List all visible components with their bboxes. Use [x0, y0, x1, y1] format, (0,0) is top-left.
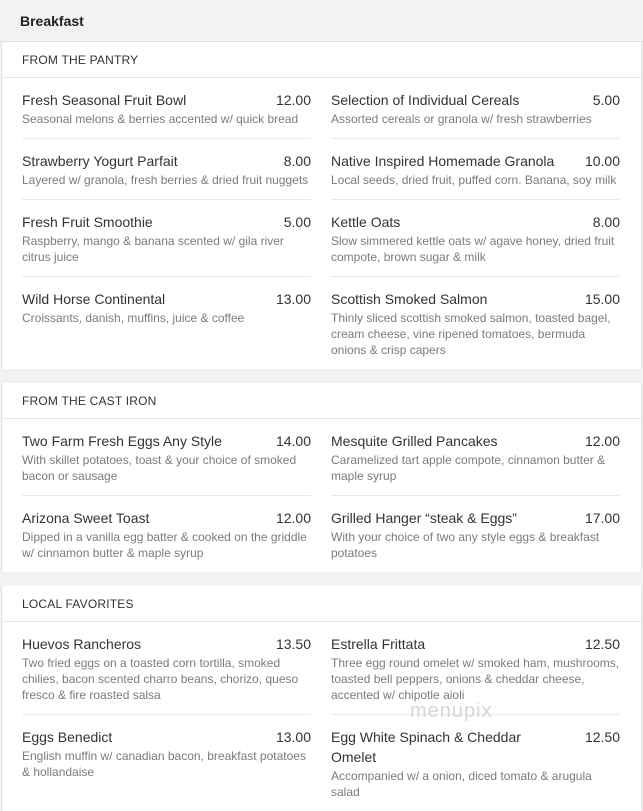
page-title-text: Breakfast [20, 12, 84, 29]
item-description: Accompanied w/ a onion, diced tomato & arugula salad [331, 769, 592, 799]
item-price: 13.50 [275, 636, 311, 652]
item-name: Mesquite Grilled Pancakes [331, 433, 498, 449]
menu-item [331, 139, 620, 200]
section-local-favorites [1, 586, 642, 811]
item-price: 15.00 [584, 291, 620, 307]
menu-item [331, 78, 620, 139]
right-column [331, 78, 620, 369]
menu-item [331, 200, 620, 277]
section-title: FROM THE CAST IRON [2, 383, 641, 419]
item-name: Arizona Sweet Toast [22, 510, 150, 526]
section-from-the-pantry [1, 42, 642, 369]
item-name: Native Inspired Homemade Granola [331, 153, 555, 169]
menu-item [22, 715, 311, 791]
item-name: Egg White Spinach & Cheddar Omelet [331, 729, 521, 765]
item-description: Three egg round omelet w/ smoked ham, mushrooms, toasted bell peppers, onions & cheddar cheese, accented w/ chipotle aioli [331, 656, 620, 702]
item-name: Kettle Oats [331, 214, 401, 230]
menu-item [331, 715, 620, 811]
item-description: Layered w/ granola, fresh berries & dried fruit nuggets [22, 173, 309, 187]
item-price: 10.00 [584, 153, 620, 169]
item-description: With skillet potatoes, toast & your choice of smoked bacon or sausage [22, 453, 297, 483]
item-price: 12.00 [584, 433, 620, 449]
left-column [22, 419, 311, 572]
item-price: 14.00 [275, 433, 311, 449]
menu-item [22, 496, 311, 572]
item-name: Estrella Frittata [331, 636, 426, 652]
item-name: Two Farm Fresh Eggs Any Style [22, 433, 222, 449]
item-name: Fresh Seasonal Fruit Bowl [22, 92, 187, 108]
item-price: 8.00 [592, 214, 620, 230]
item-description: English muffin w/ canadian bacon, breakfast potatoes & hollandaise [22, 749, 306, 779]
menupix-watermark: menupix [410, 700, 493, 722]
item-description: Seasonal melons & berries accented w/ quick bread [22, 112, 299, 126]
menu-item [22, 622, 311, 715]
item-description: Slow simmered kettle oats w/ agave honey, dried fruit compote, brown sugar & milk [331, 234, 615, 264]
menu-item [331, 496, 620, 572]
item-description: Raspberry, mango & banana scented w/ gila river citrus juice [22, 234, 284, 264]
item-price: 5.00 [283, 214, 311, 230]
item-name: Grilled Hanger “steak & Eggs” [331, 510, 517, 526]
item-description: Dipped in a vanilla egg batter & cooked on the griddle w/ cinnamon butter & maple syrup [22, 530, 307, 560]
menu-item [22, 139, 311, 200]
menu-item [331, 419, 620, 496]
item-price: 17.00 [584, 510, 620, 526]
left-column [22, 78, 311, 369]
item-description: Thinly sliced scottish smoked salmon, toasted bagel, cream cheese, vine ripened tomatoes, bermuda onions & crisp capers [331, 311, 611, 357]
item-name: Selection of Individual Cereals [331, 92, 520, 108]
page-title [0, 0, 643, 42]
item-name: Strawberry Yogurt Parfait [22, 153, 178, 169]
item-description: Local seeds, dried fruit, puffed corn. Banana, soy milk [331, 173, 617, 187]
item-description: Caramelized tart apple compote, cinnamon butter & maple syrup [331, 453, 606, 483]
menu-item [331, 277, 620, 369]
item-description: Two fried eggs on a toasted corn tortilla, smoked chilies, bacon scented charro beans, chorizo, queso fresco & fire roasted salsa [22, 656, 299, 702]
item-name: Fresh Fruit Smoothie [22, 214, 153, 230]
menu-item [22, 419, 311, 496]
menu-item [22, 78, 311, 139]
item-name: Eggs Benedict [22, 729, 113, 745]
menu-item [22, 277, 311, 337]
item-price: 12.00 [275, 92, 311, 108]
item-description: With your choice of two any style eggs & breakfast potatoes [331, 530, 600, 560]
right-column [331, 419, 620, 572]
item-price: 13.00 [275, 729, 311, 745]
item-price: 5.00 [592, 92, 620, 108]
section-title: LOCAL FAVORITES [2, 586, 641, 622]
item-price: 13.00 [275, 291, 311, 307]
item-name: Wild Horse Continental [22, 291, 166, 307]
section-from-the-cast-iron [1, 383, 642, 572]
item-price: 8.00 [283, 153, 311, 169]
item-name: Scottish Smoked Salmon [331, 291, 488, 307]
left-column [22, 622, 311, 811]
item-description: Croissants, danish, muffins, juice & coffee [22, 311, 245, 325]
item-description: Assorted cereals or granola w/ fresh strawberries [331, 112, 592, 126]
item-price: 12.50 [584, 729, 620, 745]
item-price: 12.00 [275, 510, 311, 526]
section-title: FROM THE PANTRY [2, 42, 641, 78]
menu-item [22, 200, 311, 277]
item-name: Huevos Rancheros [22, 636, 142, 652]
item-price: 12.50 [584, 636, 620, 652]
